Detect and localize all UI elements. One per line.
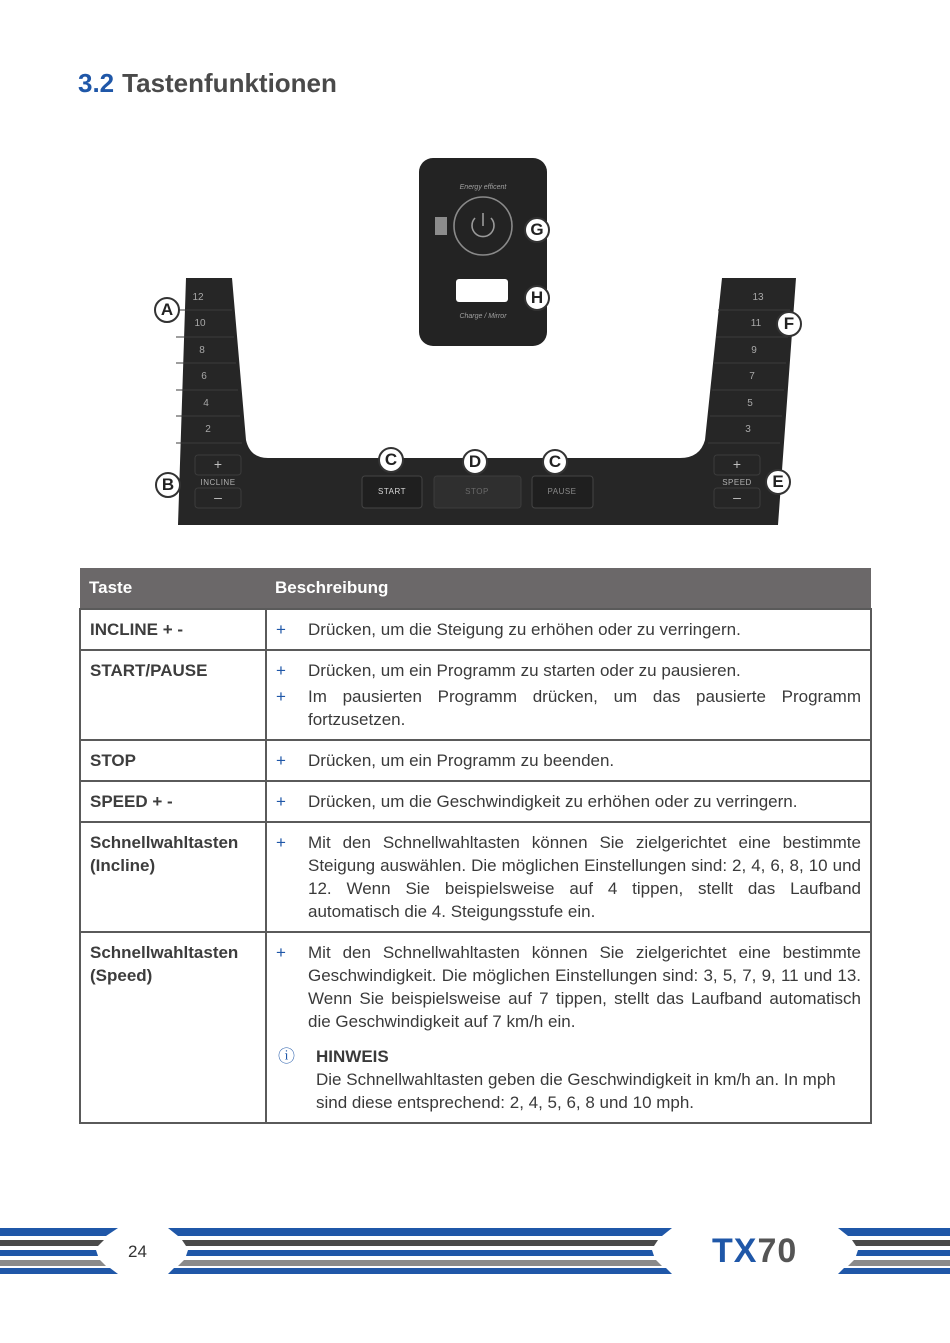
- speed-key-3: 3: [745, 424, 751, 435]
- callout-e: E: [765, 469, 791, 495]
- indicator-light: [435, 217, 447, 235]
- incline-plus-key: +: [213, 456, 223, 472]
- footer-stripe-left: [0, 1228, 118, 1274]
- description-text: Im pausierten Programm drücken, um das pausierte Programm fortzusetzen.: [308, 687, 861, 729]
- note-box: [276, 1045, 861, 1114]
- row-key: SPEED + -: [80, 781, 266, 822]
- header-description: Beschreibung: [266, 568, 871, 609]
- row-description: [266, 650, 871, 740]
- row-description: [266, 609, 871, 650]
- description-text: Drücken, um die Geschwindigkeit zu erhöhen oder zu verringern.: [308, 792, 798, 811]
- section-number: 3.2: [78, 68, 115, 98]
- row-description: [266, 740, 871, 781]
- callout-c-start: C: [378, 447, 404, 473]
- speed-label: SPEED: [722, 478, 752, 487]
- model-logo: [712, 1232, 797, 1271]
- model-prefix: TX: [712, 1232, 758, 1270]
- energy-label: Energy efficent: [459, 184, 507, 191]
- incline-label: INCLINE: [200, 478, 236, 487]
- note-text: Die Schnellwahltasten geben die Geschwindigkeit in km/h an. In mph sind diese entsprechend: 2, 4, 5, 6, 8 und 10 mph.: [316, 1070, 836, 1112]
- plus-bullet: +: [276, 792, 286, 811]
- incline-key-8: 8: [199, 345, 205, 356]
- row-description: [266, 781, 871, 822]
- section-title: Tastenfunktionen: [122, 68, 337, 98]
- callout-h: H: [524, 285, 550, 311]
- console-shape: [0, 0, 950, 560]
- charge-port: [456, 279, 508, 302]
- pause-label: PAUSE: [547, 487, 577, 496]
- incline-key-2: 2: [205, 424, 211, 435]
- start-label: START: [378, 487, 406, 496]
- callout-a: A: [154, 297, 180, 323]
- table-header: [80, 568, 871, 609]
- speed-plus-key: +: [732, 456, 742, 472]
- header-key: Taste: [80, 568, 266, 609]
- charge-label: Charge / Mirror: [459, 313, 507, 320]
- incline-key-12: 12: [192, 292, 204, 303]
- incline-minus-key: –: [214, 489, 222, 505]
- stop-label: STOP: [465, 487, 489, 496]
- plus-bullet: +: [276, 661, 286, 680]
- description-text: Mit den Schnellwahltasten können Sie zielgerichtet eine bestimmte Steigung auswählen. Die möglichen Einstellungen sind: 2, 4, 6, 8, 10 und 12. Wenn Sie beispielsweise auf 4 tippen, stellt das Laufband automatisch die 4. Steigungsstufe ein.: [308, 833, 861, 921]
- row-description: [266, 932, 871, 1123]
- table-row: [80, 932, 871, 1123]
- row-key: Schnellwahltasten (Speed): [80, 932, 266, 1123]
- footer-stripe-right: [838, 1228, 950, 1274]
- page-number: 24: [128, 1242, 147, 1261]
- table-row: [80, 650, 871, 740]
- console-illustration: [0, 0, 950, 560]
- plus-bullet: +: [276, 751, 286, 770]
- note-title: HINWEIS: [316, 1047, 389, 1066]
- incline-key-4: 4: [203, 398, 209, 409]
- table-row: [80, 609, 871, 650]
- speed-key-11: 11: [750, 318, 762, 329]
- plus-bullet: +: [276, 943, 286, 962]
- incline-key-10: 10: [194, 318, 206, 329]
- speed-minus-key: –: [733, 489, 741, 505]
- callout-d: D: [462, 449, 488, 475]
- speed-key-7: 7: [749, 371, 755, 382]
- row-key: STOP: [80, 740, 266, 781]
- description-text: Drücken, um ein Programm zu beenden.: [308, 751, 615, 770]
- speed-key-5: 5: [747, 398, 753, 409]
- row-key: Schnellwahltasten (Incline): [80, 822, 266, 932]
- model-number: 70: [757, 1232, 798, 1270]
- footer-stripe-middle: [168, 1228, 672, 1274]
- description-text: Drücken, um die Steigung zu erhöhen oder zu verringern.: [308, 620, 741, 639]
- table-row: [80, 781, 871, 822]
- callout-b: B: [155, 472, 181, 498]
- row-key: INCLINE + -: [80, 609, 266, 650]
- description-text: Mit den Schnellwahltasten können Sie zielgerichtet eine bestimmte Geschwindigkeit. Die möglichen Einstellungen sind: 3, 5, 7, 9, 11 und 13. Wenn Sie beispielsweise auf 7 tippen, stellt das Laufband automatisch die Geschwindigkeit auf 7 km/h ein.: [308, 943, 861, 1031]
- plus-bullet: +: [276, 833, 286, 852]
- callout-g: G: [524, 217, 550, 243]
- plus-bullet: +: [276, 687, 286, 706]
- speed-key-9: 9: [751, 345, 757, 356]
- speed-key-13: 13: [752, 292, 764, 303]
- function-table: [79, 568, 872, 1124]
- table-row: [80, 822, 871, 932]
- callout-f: F: [776, 311, 802, 337]
- info-icon: ⓘ: [278, 1047, 295, 1066]
- table-row: [80, 740, 871, 781]
- incline-key-6: 6: [201, 371, 207, 382]
- callout-c-pause: C: [542, 449, 568, 475]
- plus-bullet: +: [276, 620, 286, 639]
- row-description: [266, 822, 871, 932]
- description-text: Drücken, um ein Programm zu starten oder zu pausieren.: [308, 661, 741, 680]
- row-key: START/PAUSE: [80, 650, 266, 740]
